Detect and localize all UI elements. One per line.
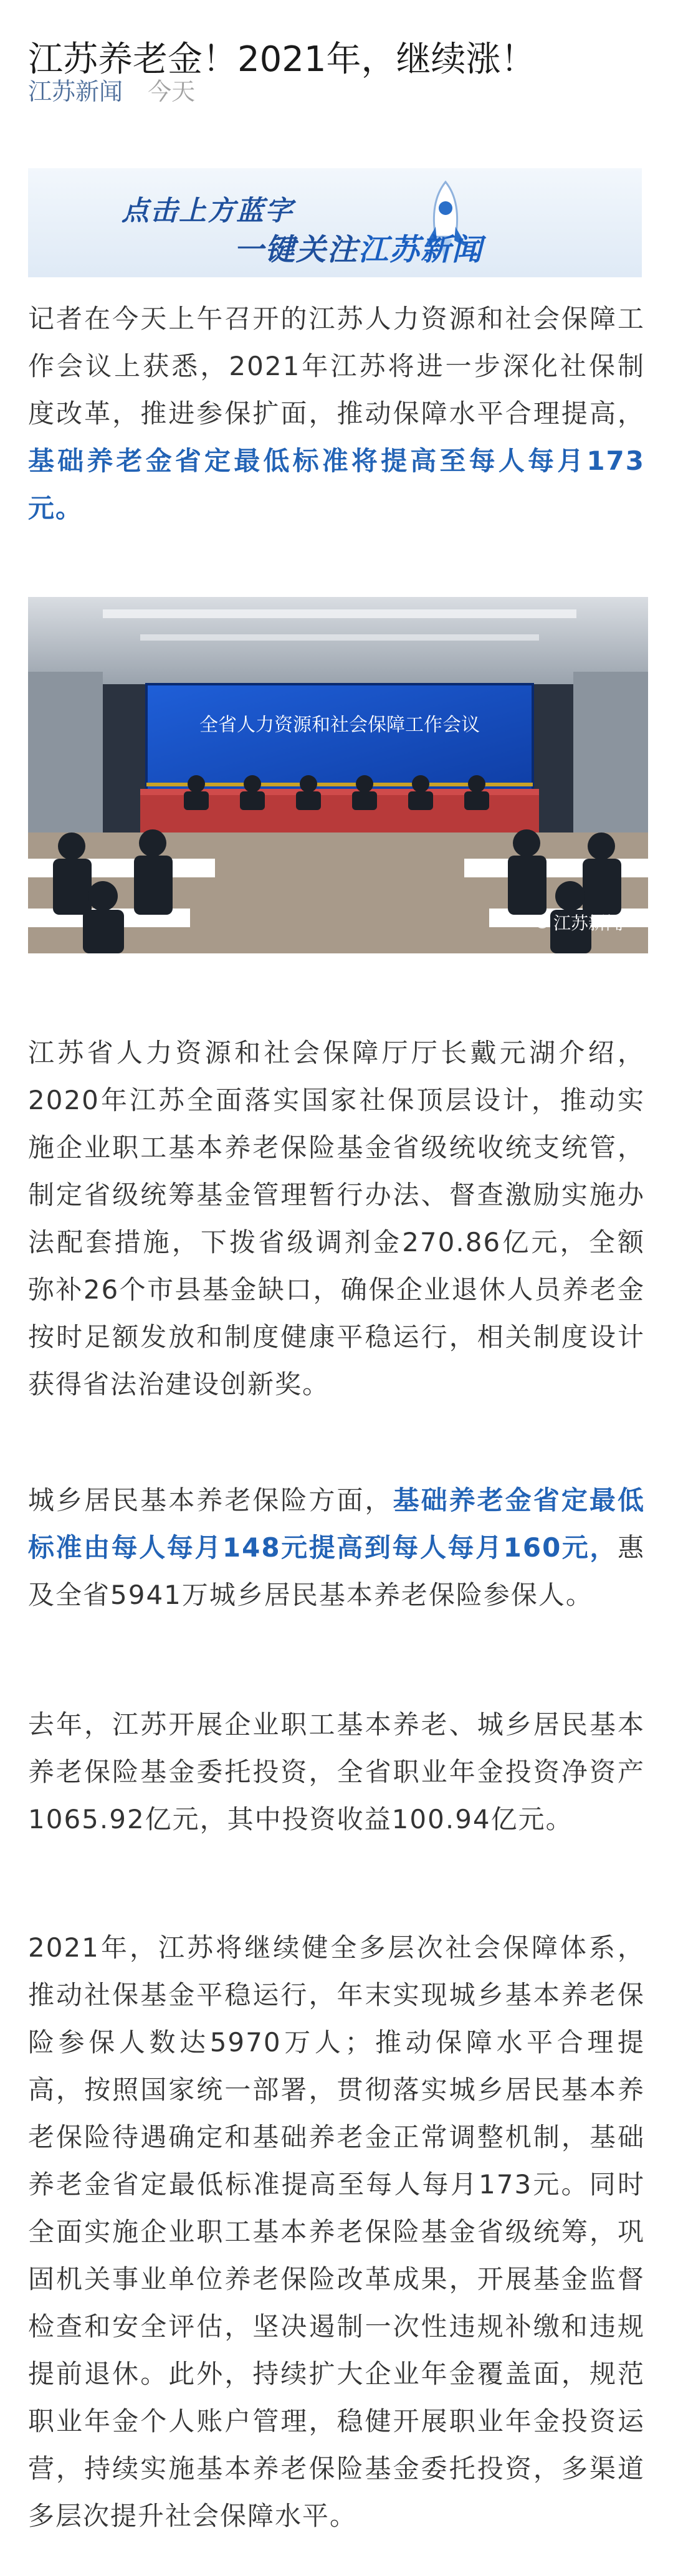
paragraph-3-highlight: 基础养老金省定最低标准由每人每月148元提高到每人每月160元， [28,1485,645,1563]
paragraph-3-prefix: 城乡居民基本养老保险方面， [28,1485,393,1515]
paragraph-1-text: 记者在今天上午召开的江苏人力资源和社会保障工作会议上获悉，2021年江苏将进一步深化社保制度改革，推进参保扩面，推动保障水平合理提高， [28,303,645,429]
paragraph-4: 去年，江苏开展企业职工基本养老、城乡居民基本养老保险基金委托投资，全省职业年金投资净资产1065.92亿元，其中投资收益100.94亿元。 [28,1709,645,1834]
publish-date: 今天 [148,78,196,105]
wechat-icon [530,914,548,930]
paragraph-2: 江苏省人力资源和社会保障厅厅长戴元湖介绍，2020年江苏全面落实国家社保顶层设计，推动实施企业职工基本养老保险基金省级统收统支统管，制定省级统筹基金管理暂行办法、督查激励实施办法配套措施，下拨省级调剂金270.86亿元，全额弥补26个市县基金缺口，确保企业退休人员养老金按时足额发放和制度健康平稳运行，相关制度设计获得省法治建设创新奖。 [28,1038,645,1400]
banner-line1: 点击上方蓝字 [122,195,294,227]
paragraph-3-suffix: 惠及全省5941万城乡居民基本养老保险参保人。 [28,1532,645,1610]
paragraph-1-highlight: 基础养老金省定最低标准将提高至每人每月173元。 [28,446,645,523]
banner-line2 [234,226,483,269]
banner-follow-text: 一键关注 [234,232,359,267]
screen-banner-text: 全省人力资源和社会保障工作会议 [199,714,480,736]
conference-photo-illustration [28,597,648,953]
paragraph-3 [28,1477,645,1619]
source-link[interactable]: 江苏新闻 [28,78,123,105]
banner-brand: 江苏新闻 [358,232,484,267]
article-title: 江苏养老金！2021年，继续涨！ [28,39,536,80]
photo-watermark-text: 江苏新闻 [553,913,623,933]
paragraph-1 [28,295,645,532]
conference-photo [28,597,648,953]
photo-watermark [530,910,623,935]
article-meta [28,76,195,107]
paragraph-5: 2021年，江苏将继续健全多层次社会保障体系，推动社保基金平稳运行，年末实现城乡基本养老保险参保人数达5970万人；推动保障水平合理提高，按照国家统一部署，贯彻落实城乡居民基本养老保险待遇确定和基础养老金正常调整机制，基础养老金省定最低标准提高至每人每月173元。同时全面实施企业职工基本养老保险基金省级统筹，巩固机关事业单位养老保险改革成果，开展基金监督检查和安全评估，坚决遏制一次性违规补缴和违规提前退休。此外，持续扩大企业年金覆盖面，规范职业年金个人账户管理，稳健开展职业年金投资运营，持续实施基本养老保险基金委托投资，多渠道多层次提升社会保障水平。 [28,1932,645,2531]
follow-banner[interactable] [28,168,642,277]
